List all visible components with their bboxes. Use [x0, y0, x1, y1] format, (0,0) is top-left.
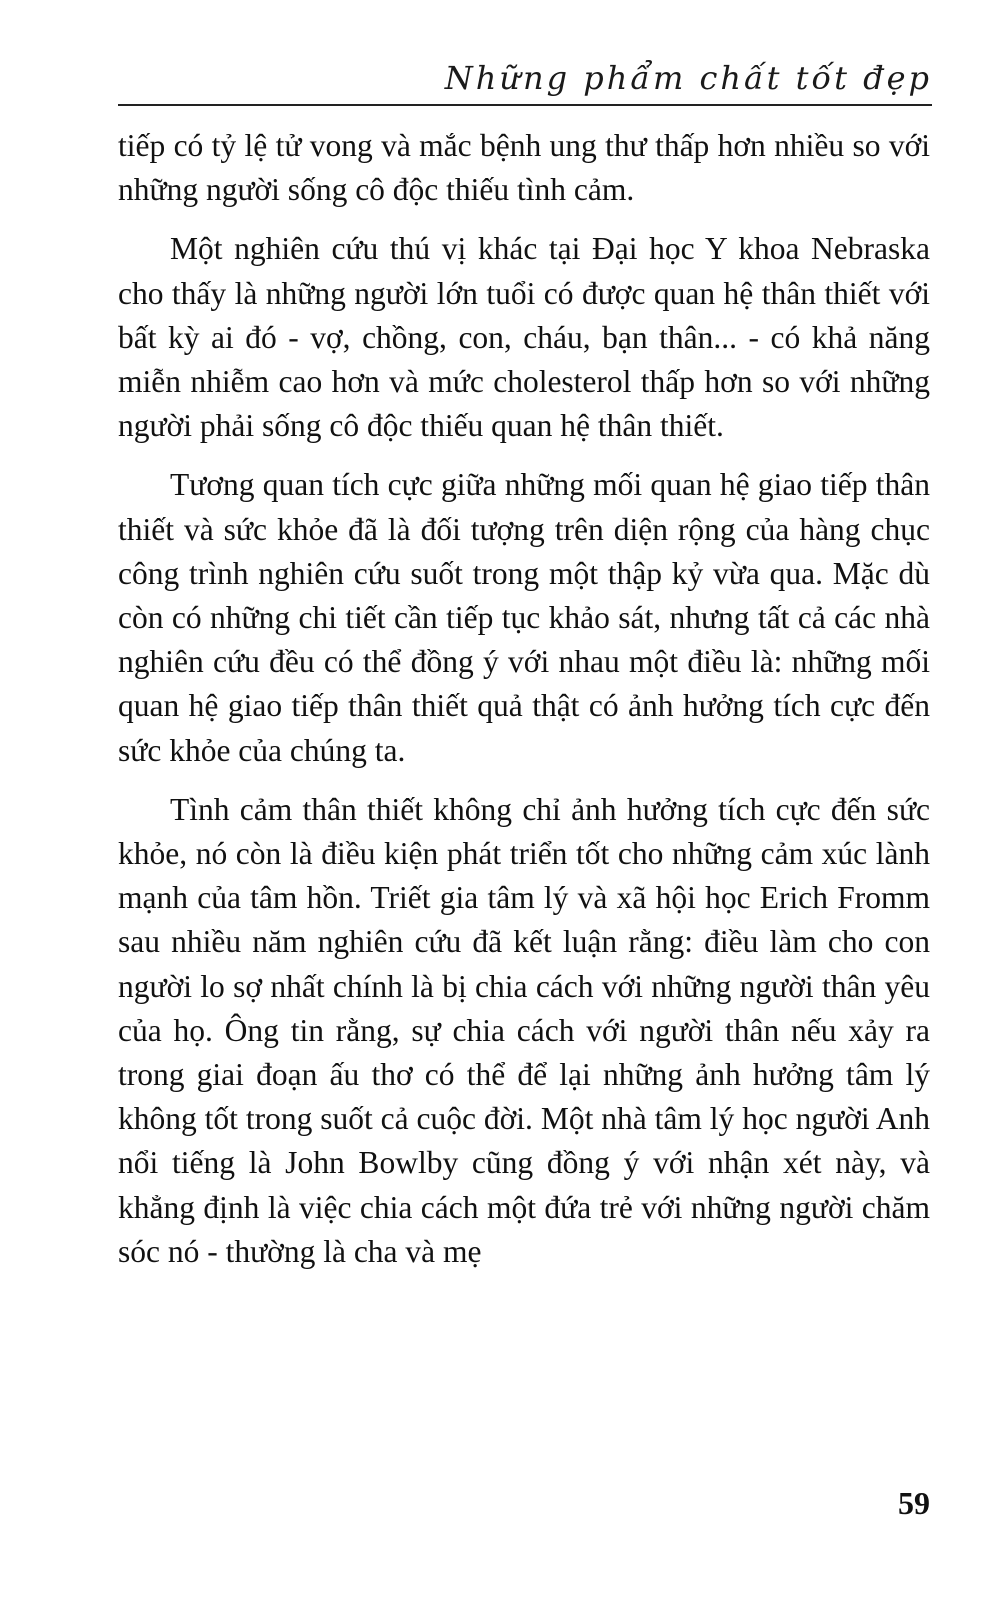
body-text: [118, 124, 930, 1289]
paragraph-1: tiếp có tỷ lệ tử vong và mắc bệnh ung thư thấp hơn nhiều so với những người sống cô độc thiếu tình cảm.: [118, 128, 930, 208]
running-header-title: Những phẩm chất tốt đẹp: [444, 59, 932, 97]
paragraph-4: Tình cảm thân thiết không chỉ ảnh hưởng tích cực đến sức khỏe, nó còn là điều kiện phát triển tốt cho những cảm xúc lành mạnh của tâm hồn. Triết gia tâm lý và xã hội học Erich Fromm sau nhiều năm nghiên cứu đã kết luận rằng: điều làm cho con người lo sợ nhất chính là bị chia cách với những người thân yêu của họ. Ông tin rằng, sự chia cách với người thân nếu xảy ra trong giai đoạn ấu thơ có thể để lại những ảnh hưởng tâm lý không tốt trong suốt cả cuộc đời. Một nhà tâm lý học người Anh nổi tiếng là John Bowlby cũng đồng ý với nhận xét này, và khẳng định là việc chia cách một đứa trẻ với những người chăm sóc nó - thường là cha và mẹ: [118, 791, 930, 1269]
paragraph-3: Tương quan tích cực giữa những mối quan hệ giao tiếp thân thiết và sức khỏe đã là đối tượng trên diện rộng của hàng chục công trình nghiên cứu suốt trong một thập kỷ vừa qua. Mặc dù còn có những chi tiết cần tiếp tục khảo sát, nhưng tất cả các nhà nghiên cứu đều có thể đồng ý với nhau một điều là: những mối quan hệ giao tiếp thân thiết quả thật có ảnh hưởng tích cực đến sức khỏe của chúng ta.: [118, 467, 930, 768]
page-number: 59: [898, 1485, 930, 1521]
running-header: [118, 56, 932, 106]
paragraph-2: Một nghiên cứu thú vị khác tại Đại học Y khoa Nebraska cho thấy là những người lớn tuổi có được quan hệ thân thiết với bất kỳ ai đó - vợ, chồng, con, cháu, bạn thân... - có khả năng miễn nhiễm cao hơn và mức cholesterol thấp hơn so với những người phải sống cô độc thiếu quan hệ thân thiết.: [118, 231, 930, 444]
